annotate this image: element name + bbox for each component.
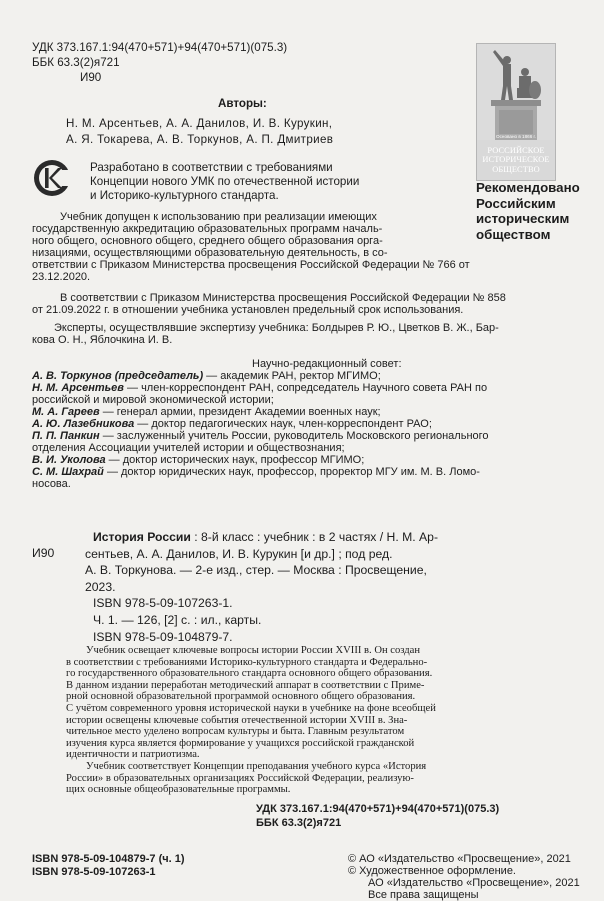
council-member-role: — доктор юридических наук, профессор, проректор МГУ им. М. В. Ломо- — [103, 466, 480, 478]
monument-icon — [477, 44, 555, 140]
annotation-line: изучения курса является формирование у учащихся российской гражданской — [66, 737, 415, 749]
annotation-line: щих основные общеобразовательные программы. — [66, 784, 291, 796]
council-member — [32, 430, 598, 442]
council-member-role: — генерал армии, президент Академии военных наук; — [99, 406, 381, 418]
council-member-name: А. В. Торкунов (председатель) — [32, 370, 204, 382]
biblio-line-2: сентьев, А. А. Данилов, И. В. Курукин [и др.] ; под ред. — [85, 546, 393, 561]
council-member-role-cont: носова. — [32, 478, 71, 490]
copyright-block — [348, 853, 580, 901]
council-member-name: Н. М. Арсентьев — [32, 382, 124, 394]
copyright-line-4: Все права защищены — [368, 889, 479, 901]
approval-p2-line: от 21.09.2022 г. в отношении учебника установлен предельный срок использования. — [32, 304, 464, 316]
russian-historical-society-logo — [476, 43, 556, 181]
authors-line-2: А. Я. Токарева, А. В. Торкунов, А. П. Дмитриев — [66, 133, 334, 146]
bbk-header: ББК 63.3(2)я721 — [32, 56, 120, 69]
authors-title: Авторы: — [218, 97, 267, 110]
biblio-isbn-2: ISBN 978-5-09-104879-7. — [93, 629, 233, 644]
annotation-line: истории освещены ключевые события отечественной истории XVIII в. Зна- — [66, 714, 408, 726]
council-member-name: А. Ю. Лазебникова — [32, 418, 135, 430]
approval-paragraph-1 — [32, 211, 472, 283]
approval-p2-line: В соответствии с Приказом Министерства просвещения Российской Федерации № 858 — [60, 292, 506, 304]
editorial-council — [32, 358, 598, 490]
annotation-line: С учётом современного уровня исторической науки в учебнике на фоне всеобщей — [66, 702, 436, 714]
approval-p1-line: ответствии с Приказом Министерства просвещения Российской Федерации № 766 от — [32, 259, 470, 271]
biblio-line-1 — [85, 529, 585, 546]
recommended-block — [476, 180, 580, 242]
approval-p1-line: 23.12.2020. — [32, 271, 91, 283]
council-member-role-cont: отделения Ассоциации учителей истории и обществознания; — [32, 442, 345, 454]
council-member-name: С. М. Шахрай — [32, 466, 104, 478]
annotation — [66, 645, 586, 796]
isbn-part-1: ISBN 978-5-09-104879-7 (ч. 1) — [32, 853, 185, 865]
copyright-line-2: © Художественное оформление. — [348, 865, 516, 877]
council-member-name: В. И. Уколова — [32, 454, 106, 466]
authors-line-1: Н. М. Арсентьев, А. А. Данилов, И. В. Курукин, — [66, 117, 333, 130]
approval-p1-line: Учебник допущен к использованию при реализации имеющих — [60, 211, 377, 223]
developed-line-3: и Историко-культурного стандарта. — [90, 189, 279, 202]
annotation-line: Учебник освещает ключевые вопросы истории России XVIII в. Он создан — [86, 645, 421, 656]
council-title: Научно-редакционный совет: — [252, 358, 402, 370]
biblio-line-3: А. В. Торкунова. — 2-е изд., стер. — Москва : Просвещение, — [85, 563, 427, 578]
biblio-line-4: 2023. — [85, 579, 116, 594]
ik-logo — [30, 156, 80, 200]
author-code: И90 — [80, 71, 102, 84]
council-member — [32, 370, 598, 382]
council-member-name: П. П. Панкин — [32, 430, 100, 442]
rho-name-line-3: ОБЩЕСТВО — [492, 164, 540, 174]
isbn-set: ISBN 978-5-09-107263-1 — [32, 866, 156, 878]
book-title: История России — [93, 530, 191, 544]
developed-line-2: Концепции нового УМК по отечественной истории — [90, 175, 360, 188]
council-member — [32, 466, 598, 478]
council-member — [32, 418, 598, 430]
council-member — [32, 382, 598, 394]
rho-since: Основано в 1866 г. — [496, 134, 536, 139]
annotation-line: рной основной образовательной программой основного общего образования. — [66, 691, 416, 703]
council-member-role: — заслуженный учитель России, руководитель Московского регионального — [99, 430, 489, 442]
udk-footer: УДК 373.167.1:94(470+571)+94(470+571)(075.3) — [256, 803, 500, 815]
recommended-line-3: историческим — [476, 211, 570, 226]
biblio-code: И90 — [32, 546, 55, 560]
annotation-line: Учебник соответствует Концепции преподавания учебного курса «История — [86, 760, 427, 772]
approval-p1-line: ного общего, основного общего, среднего общего образования орга- — [32, 235, 383, 247]
biblio-part: Ч. 1. — 126, [2] с. : ил., карты. — [93, 612, 262, 627]
biblio-record — [85, 529, 585, 645]
annotation-line: го государственного образовательного стандарта основного общего образования. — [66, 668, 433, 680]
recommended-line-1: Рекомендовано — [476, 180, 580, 195]
annotation-line: России» в образовательных организациях Российской Федерации, реализую- — [66, 772, 414, 784]
council-member — [32, 406, 598, 418]
copyright-line-3: АО «Издательство «Просвещение», 2021 — [368, 877, 580, 889]
rho-name-line-2: ИСТОРИЧЕСКОЕ — [482, 155, 550, 165]
council-member — [32, 454, 598, 466]
annotation-line: чительное место уделено вопросам культуры и быта. Главным результатом — [66, 726, 405, 738]
annotation-line: В данном издании переработан методический аппарат в соответствии с Приме- — [66, 679, 425, 691]
bbk-footer: ББК 63.3(2)я721 — [256, 817, 342, 829]
udk-header: УДК 373.167.1:94(470+571)+94(470+571)(075.3) — [32, 41, 288, 54]
developed-line-1: Разработано в соответствии с требованиями — [90, 161, 333, 174]
rho-name-line-1: РОССИЙСКОЕ — [487, 145, 545, 155]
rho-name — [477, 146, 555, 174]
annotation-line: в соответствии с требованиями Историко-культурного стандарта и Федерально- — [66, 656, 428, 668]
council-member-role: — член-корреспондент РАН, сопредседатель Научного совета РАН по — [123, 382, 488, 394]
council-member-role: — доктор исторических наук, профессор МГИМО; — [105, 454, 365, 466]
recommended-line-4: обществом — [476, 226, 551, 242]
approval-p1-line: государственную аккредитацию образовательных программ началь- — [32, 223, 383, 235]
approval-p1-line: низациями, осуществляющими образовательную деятельность, в со- — [32, 247, 388, 259]
approval-paragraph-2 — [32, 292, 506, 316]
experts-paragraph — [32, 322, 499, 346]
council-member-role-cont: российской и мировой экономической истории; — [32, 394, 274, 406]
copyright-line-1: © АО «Издательство «Просвещение», 2021 — [348, 853, 571, 865]
biblio-isbn-1: ISBN 978-5-09-107263-1. — [93, 596, 233, 611]
council-member-role: — академик РАН, ректор МГИМО; — [203, 370, 381, 382]
council-member-name: М. А. Гареев — [32, 406, 100, 418]
recommended-line-2: Российским — [476, 195, 556, 211]
annotation-line: идентичности и патриотизма. — [66, 749, 200, 761]
experts-line: Эксперты, осуществлявшие экспертизу учебника: Болдырев Р. Ю., Цветков В. Ж., Бар- — [54, 322, 499, 334]
experts-line: кова О. Н., Яблочкина И. В. — [32, 334, 173, 346]
council-member-role: — доктор педагогических наук, член-корреспондент РАО; — [134, 418, 432, 430]
biblio-line-1-rest: : 8-й класс : учебник : в 2 частях / Н. М. Ар- — [190, 530, 439, 544]
